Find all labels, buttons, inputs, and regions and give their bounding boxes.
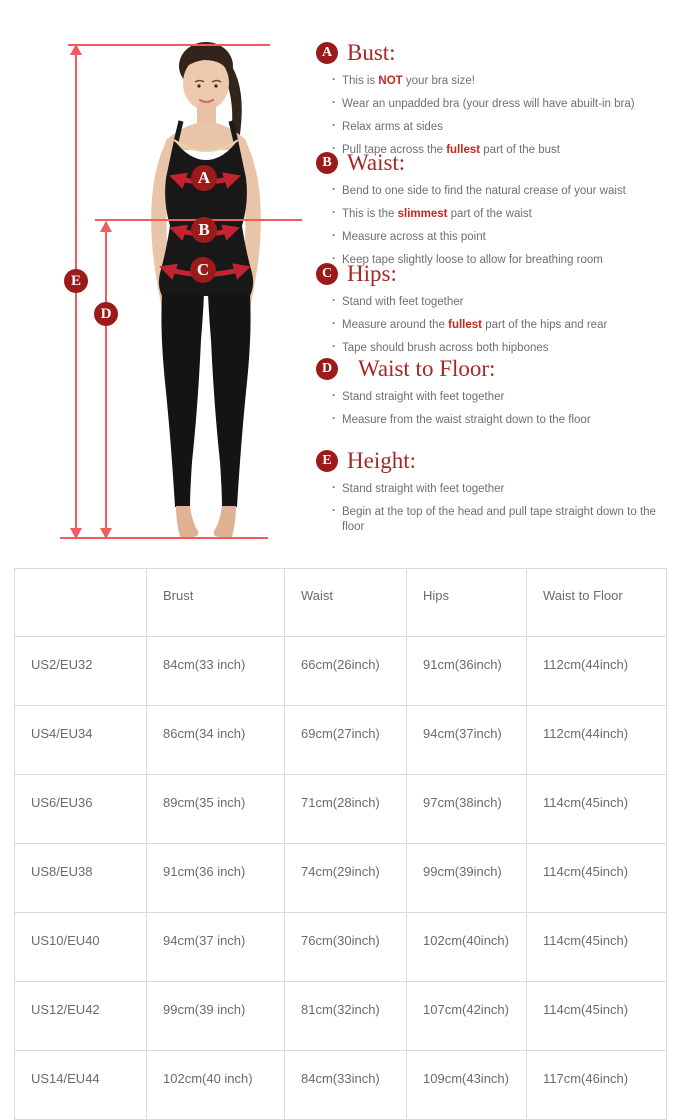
section-waist-to-floor-title: Waist to Floor: (358, 356, 496, 381)
cell-size: US10/EU40 (15, 913, 147, 982)
section-bust-title: Bust: (347, 40, 396, 65)
bullet-text: Measure around the (342, 318, 449, 331)
size-chart-table (14, 568, 667, 1120)
section-hips-header (316, 261, 676, 287)
section-waist-header (316, 150, 676, 176)
section-waist-badge: B (316, 152, 338, 174)
col-header-waist: Waist (285, 569, 407, 637)
cell-hips: 107cm(42inch) (407, 982, 527, 1051)
bullet-text: Tape should brush across both hipbones (342, 341, 549, 354)
section-waist-to-floor (316, 356, 676, 436)
cell-waist-to-floor: 112cm(44inch) (527, 706, 667, 775)
section-height (316, 448, 676, 543)
section-height-header (316, 448, 676, 474)
bullet-text: Begin at the top of the head and pull tape straight down to the floor (342, 505, 656, 533)
bullet (342, 505, 676, 535)
cell-bust: 84cm(33 inch) (147, 637, 285, 706)
section-bust-header (316, 40, 676, 66)
cell-waist-to-floor: 114cm(45inch) (527, 775, 667, 844)
cell-waist-to-floor: 114cm(45inch) (527, 982, 667, 1051)
cell-size: US14/EU44 (15, 1051, 147, 1120)
col-header-bust: Brust (147, 569, 285, 637)
bullet (342, 295, 676, 310)
model-photo (151, 42, 261, 537)
cell-waist: 69cm(27inch) (285, 706, 407, 775)
col-header-hips: Hips (407, 569, 527, 637)
cell-bust: 94cm(37 inch) (147, 913, 285, 982)
cell-hips: 97cm(38inch) (407, 775, 527, 844)
bullet-text: This is (342, 75, 379, 87)
cell-size: US2/EU32 (15, 637, 147, 706)
cell-hips: 99cm(39inch) (407, 844, 527, 913)
cell-waist: 81cm(32inch) (285, 982, 407, 1051)
hips-badge: C (190, 257, 216, 283)
measurement-figure (0, 0, 320, 560)
waist-to-floor-badge: D (94, 302, 118, 326)
bullet-text: Stand with feet together (342, 296, 464, 308)
bullet-text: Keep tape slightly loose to allow for breathing room (342, 253, 603, 266)
cell-size: US4/EU34 (15, 706, 147, 775)
cell-hips: 94cm(37inch) (407, 706, 527, 775)
bullet-text: This is the (342, 207, 398, 220)
section-waist-bullets (316, 184, 676, 268)
cell-waist-to-floor: 114cm(45inch) (527, 844, 667, 913)
cell-hips: 91cm(36inch) (407, 637, 527, 706)
cell-bust: 86cm(34 inch) (147, 706, 285, 775)
section-hips (316, 261, 676, 364)
section-height-title: Height: (347, 448, 416, 473)
bullet-text: Wear an unpadded bra (your dress will have abuilt-in bra) (342, 97, 635, 110)
table-row (15, 1051, 667, 1120)
bullet (342, 482, 676, 497)
table-header-row (15, 569, 667, 637)
col-header-size (15, 569, 147, 637)
bullet-text: Stand straight with feet together (342, 391, 505, 403)
bullet (342, 207, 676, 222)
waist-badge: B (191, 217, 217, 243)
bullet-text: part of the bust (480, 143, 560, 156)
bust-badge: A (191, 165, 217, 191)
section-hips-title: Hips: (347, 261, 397, 286)
table-row (15, 706, 667, 775)
table-row (15, 775, 667, 844)
section-waist (316, 150, 676, 276)
cell-bust: 102cm(40 inch) (147, 1051, 285, 1120)
bullet-text: Stand straight with feet together (342, 483, 505, 495)
section-waist-to-floor-header (316, 356, 676, 382)
section-height-bullets (316, 482, 676, 535)
bullet-text: Pull tape across the (342, 143, 447, 156)
section-bust-badge: A (316, 42, 338, 64)
col-header-waist-to-floor: Waist to Floor (527, 569, 667, 637)
cell-size: US8/EU38 (15, 844, 147, 913)
section-waist-to-floor-badge: D (316, 358, 338, 380)
bullet (342, 413, 676, 428)
bullet (342, 390, 676, 405)
table-row (15, 637, 667, 706)
cell-waist: 66cm(26inch) (285, 637, 407, 706)
cell-waist-to-floor: 114cm(45inch) (527, 913, 667, 982)
bullet-text: Bend to one side to find the natural crease of your waist (342, 185, 626, 197)
bullet-text: part of the waist (447, 207, 532, 220)
cell-size: US6/EU36 (15, 775, 147, 844)
cell-waist: 74cm(29inch) (285, 844, 407, 913)
table-row (15, 913, 667, 982)
bullet-highlight: fullest (446, 143, 481, 156)
cell-waist: 84cm(33inch) (285, 1051, 407, 1120)
cell-waist-to-floor: 112cm(44inch) (527, 637, 667, 706)
bullet (342, 97, 676, 112)
section-waist-to-floor-bullets (316, 390, 676, 428)
bullet-text: Relax arms at sides (342, 120, 443, 133)
cell-hips: 102cm(40inch) (407, 913, 527, 982)
bullet-text: Measure from the waist straight down to the floor (342, 413, 591, 426)
cell-waist: 76cm(30inch) (285, 913, 407, 982)
cell-bust: 89cm(35 inch) (147, 775, 285, 844)
bullet (342, 318, 676, 333)
bullet-highlight: NOT (378, 75, 403, 87)
cell-waist-to-floor: 117cm(46inch) (527, 1051, 667, 1120)
cell-bust: 99cm(39 inch) (147, 982, 285, 1051)
cell-bust: 91cm(36 inch) (147, 844, 285, 913)
bullet (342, 120, 676, 135)
bullet (342, 184, 676, 199)
height-badge: E (64, 269, 88, 293)
cell-size: US12/EU42 (15, 982, 147, 1051)
section-hips-bullets (316, 295, 676, 356)
table-row (15, 844, 667, 913)
section-bust (316, 40, 676, 166)
section-hips-badge: C (316, 263, 338, 285)
bullet-highlight: fullest (448, 318, 482, 331)
bullet (342, 341, 676, 356)
bullet (342, 230, 676, 245)
table-row (15, 982, 667, 1051)
section-waist-title: Waist: (347, 150, 406, 175)
bullet-text: part of the hips and rear (482, 318, 608, 331)
section-height-badge: E (316, 450, 338, 472)
bullet-text: Measure across at this point (342, 230, 486, 243)
section-bust-bullets (316, 74, 676, 158)
bullet-highlight: slimmest (397, 207, 448, 220)
cell-hips: 109cm(43inch) (407, 1051, 527, 1120)
bullet (342, 74, 676, 89)
cell-waist: 71cm(28inch) (285, 775, 407, 844)
bullet-text: your bra size! (402, 75, 475, 87)
